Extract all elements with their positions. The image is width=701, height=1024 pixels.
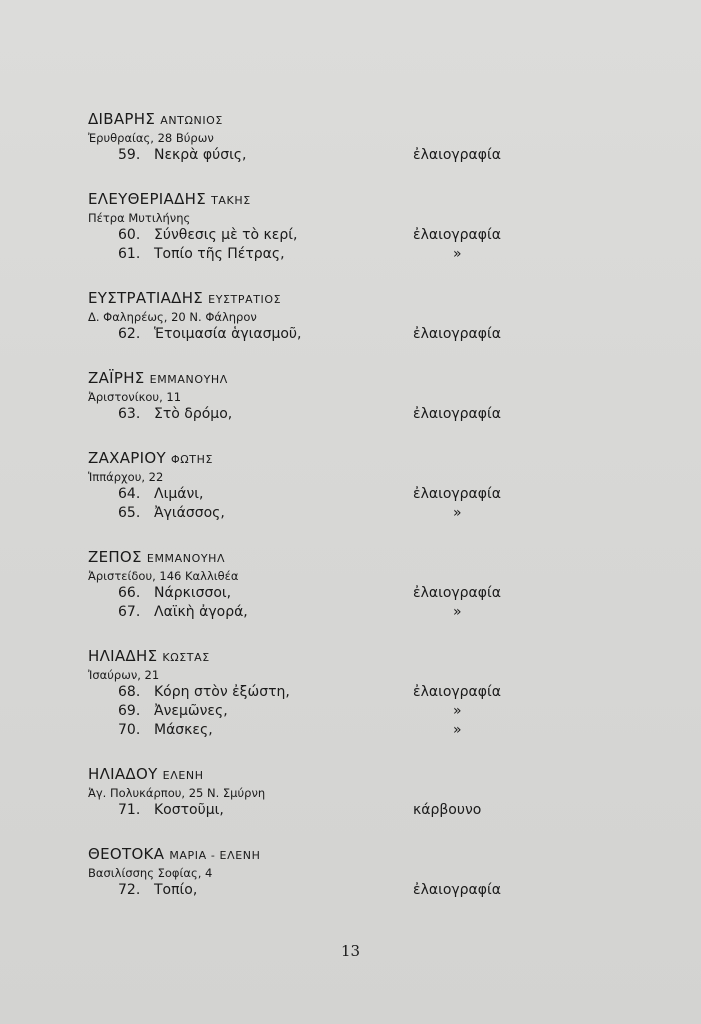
artwork-number: 68. <box>118 684 141 700</box>
artist-surname: ΔΙΒΑΡΗΣ <box>88 110 156 128</box>
artwork-row <box>88 683 608 702</box>
artwork-title: Κοστοῦμι, <box>154 802 224 818</box>
artist-firstname: ΕΥΣΤΡΑΤΙΟΣ <box>208 293 282 306</box>
artwork-row <box>88 721 608 740</box>
artwork-number: 66. <box>118 585 141 601</box>
page-number: 13 <box>340 942 361 960</box>
artwork-row <box>88 584 608 603</box>
artist-firstname: ΦΩΤΗΣ <box>171 453 214 466</box>
artist-address: Ἀριστείδου, 146 Καλλιθέα <box>88 569 239 583</box>
artwork-title: Νάρκισσοι, <box>154 585 232 601</box>
artist-firstname: ΜΑΡΙΑ - ΕΛΕΝΗ <box>169 849 261 862</box>
artist-firstname: ΤΑΚΗΣ <box>211 194 251 207</box>
artwork-medium: ἐλαιογραφία <box>413 147 501 163</box>
artwork-row <box>88 405 608 424</box>
artwork-row <box>88 226 608 245</box>
artwork-medium: » <box>453 505 462 521</box>
artist-entry <box>88 190 608 264</box>
artist-entry <box>88 110 608 165</box>
artwork-row <box>88 801 608 820</box>
artist-surname: ΕΥΣΤΡΑΤΙΑΔΗΣ <box>88 289 204 307</box>
artwork-row <box>88 504 608 523</box>
artwork-title: Τοπίο, <box>154 882 198 898</box>
artist-entry <box>88 647 608 740</box>
artwork-number: 61. <box>118 246 141 262</box>
artwork-number: 72. <box>118 882 141 898</box>
artist-surname: ΗΛΙΑΔΟΥ <box>88 765 158 783</box>
artwork-number: 65. <box>118 505 141 521</box>
artwork-medium: » <box>453 604 462 620</box>
artwork-row <box>88 603 608 622</box>
artwork-title: Ἀνεμῶνες, <box>154 703 228 719</box>
artist-name <box>88 369 608 389</box>
artist-address: Ἱππάρχου, 22 <box>88 470 164 484</box>
artist-entry <box>88 548 608 622</box>
artwork-row <box>88 146 608 165</box>
artist-address: Πέτρα Μυτιλήνης <box>88 211 191 225</box>
artist-name <box>88 449 608 469</box>
artist-address: Ἀριστονίκου, 11 <box>88 390 182 404</box>
artwork-number: 59. <box>118 147 141 163</box>
artist-surname: ΗΛΙΑΔΗΣ <box>88 647 158 665</box>
artwork-medium: » <box>453 722 462 738</box>
artist-surname: ΘΕΟΤΟΚΑ <box>88 845 165 863</box>
artwork-number: 71. <box>118 802 141 818</box>
artwork-row <box>88 485 608 504</box>
artist-name <box>88 765 608 785</box>
artwork-title: Λιμάνι, <box>154 486 204 502</box>
artist-surname: ΖΑΧΑΡΙΟΥ <box>88 449 166 467</box>
artist-firstname: ΑΝΤΩΝΙΟΣ <box>160 114 223 127</box>
artwork-title: Κόρη στὸν ἐξώστη, <box>154 684 290 700</box>
artwork-medium: κάρβουνο <box>413 802 482 818</box>
artist-entry <box>88 289 608 344</box>
artist-name <box>88 647 608 667</box>
artist-name <box>88 190 608 210</box>
artwork-title: Νεκρὰ φύσις, <box>154 147 247 163</box>
artist-surname: ΖΑΪΡΗΣ <box>88 369 145 387</box>
artwork-number: 69. <box>118 703 141 719</box>
artist-surname: ΖΕΠΟΣ <box>88 548 142 566</box>
artist-entry <box>88 449 608 523</box>
artist-firstname: ΕΜΜΑΝΟΥΗΛ <box>149 373 228 386</box>
artwork-number: 63. <box>118 406 141 422</box>
artwork-number: 60. <box>118 227 141 243</box>
artwork-row <box>88 881 608 900</box>
artwork-row <box>88 245 608 264</box>
artwork-number: 64. <box>118 486 141 502</box>
artist-firstname: ΕΛΕΝΗ <box>162 769 204 782</box>
artist-name <box>88 548 608 568</box>
artwork-medium: ἐλαιογραφία <box>413 406 501 422</box>
artwork-title: Μάσκες, <box>154 722 213 738</box>
artwork-title: Ἀγιάσσος, <box>154 505 225 521</box>
artwork-number: 62. <box>118 326 141 342</box>
artist-name <box>88 110 608 130</box>
artist-firstname: ΚΩΣΤΑΣ <box>162 651 210 664</box>
artist-entry <box>88 765 608 820</box>
artist-entry <box>88 845 608 900</box>
artwork-title: Σύνθεσις μὲ τὸ κερί, <box>154 227 298 243</box>
artwork-title: Στὸ δρόμο, <box>154 406 233 422</box>
artist-address: Ἀγ. Πολυκάρπου, 25 Ν. Σμύρνη <box>88 786 266 800</box>
artwork-medium: ἐλαιογραφία <box>413 882 501 898</box>
artist-firstname: ΕΜΜΑΝΟΥΗΛ <box>146 552 226 565</box>
artist-address: Βασιλίσσης Σοφίας, 4 <box>88 866 213 880</box>
artwork-medium: » <box>453 703 462 719</box>
artwork-title: Λαϊκὴ ἀγορά, <box>154 604 248 620</box>
artist-list <box>88 110 608 925</box>
artwork-title: Ἑτοιμασία ἁγιασμοῦ, <box>154 326 302 342</box>
artwork-number: 70. <box>118 722 141 738</box>
artist-entry <box>88 369 608 424</box>
artist-address: Δ. Φαληρέως, 20 Ν. Φάληρον <box>88 310 257 324</box>
artwork-medium: ἐλαιογραφία <box>413 227 501 243</box>
artwork-medium: ἐλαιογραφία <box>413 585 501 601</box>
artist-name <box>88 845 608 865</box>
artwork-row <box>88 325 608 344</box>
artwork-medium: ἐλαιογραφία <box>413 486 501 502</box>
artist-address: Ἰσαύρων, 21 <box>88 668 160 682</box>
artwork-medium: » <box>453 246 462 262</box>
artwork-medium: ἐλαιογραφία <box>413 684 501 700</box>
artwork-number: 67. <box>118 604 141 620</box>
artist-name <box>88 289 608 309</box>
artist-surname: ΕΛΕΥΘΕΡΙΑΔΗΣ <box>88 190 207 208</box>
artwork-title: Τοπίο τῆς Πέτρας, <box>154 246 285 262</box>
artwork-row <box>88 702 608 721</box>
artwork-medium: ἐλαιογραφία <box>413 326 501 342</box>
artist-address: Ἐρυθραίας, 28 Βύρων <box>88 131 214 145</box>
